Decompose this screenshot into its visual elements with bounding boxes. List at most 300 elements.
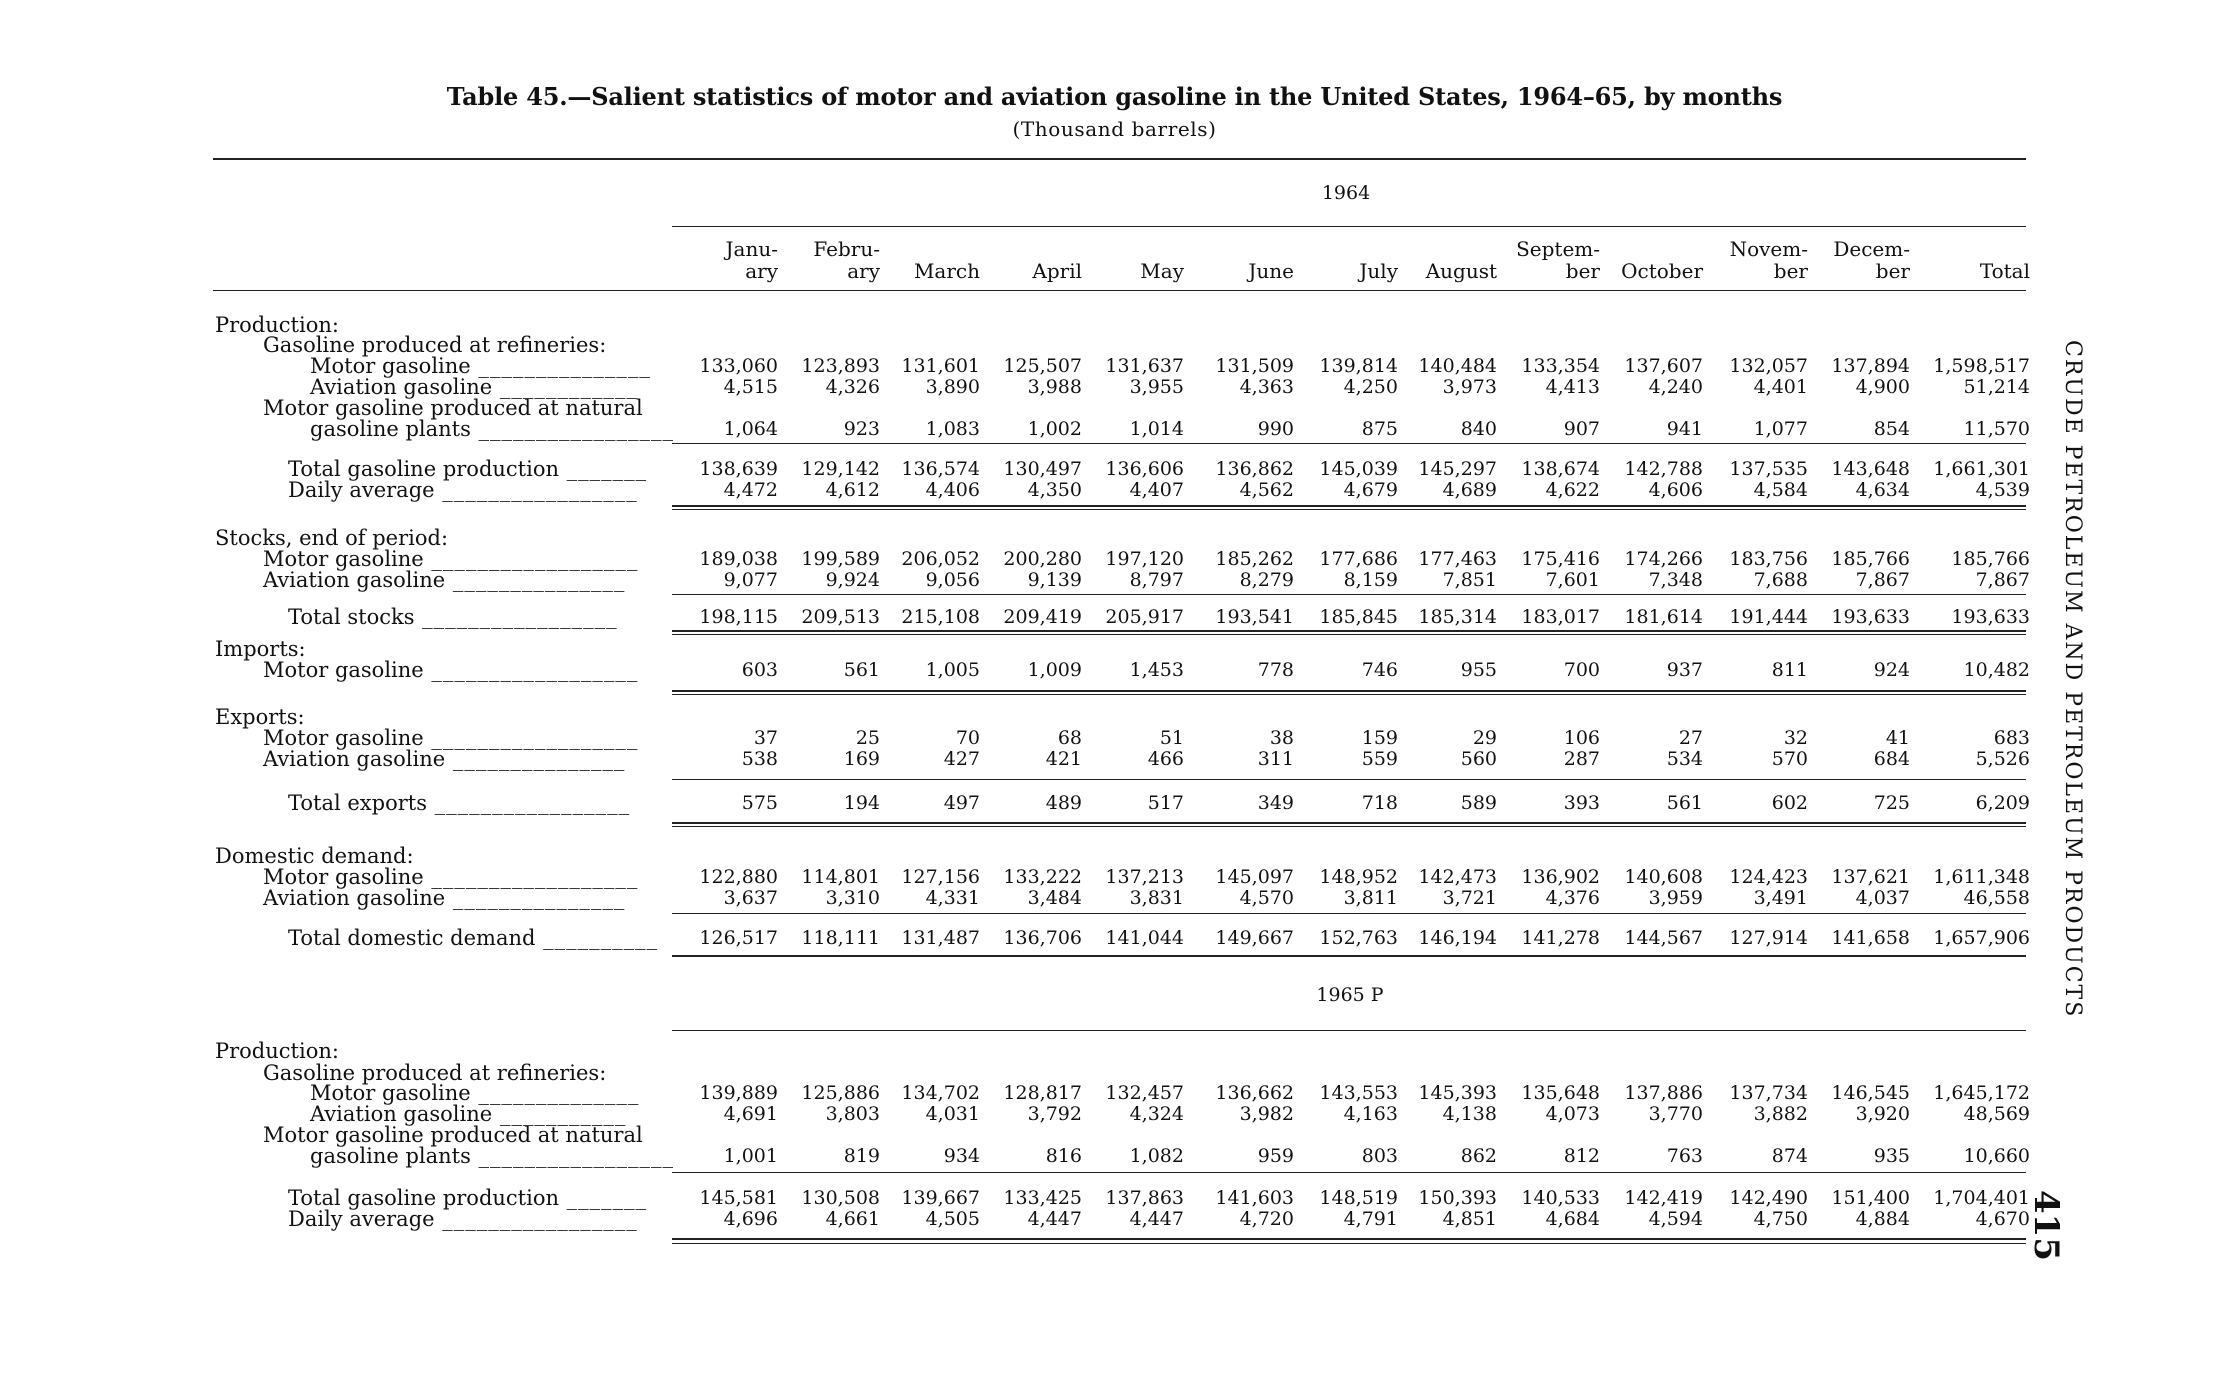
column-header: July: [1359, 259, 1398, 283]
table-cell: 4,240: [1648, 376, 1703, 398]
table-cell: 4,037: [1855, 887, 1910, 909]
column-header: Decem- ber: [1833, 237, 1910, 283]
table-cell: 68: [1057, 727, 1082, 749]
table-cell: 136,574: [901, 458, 980, 480]
table-cell: 70: [955, 727, 980, 749]
table-cell: 1,453: [1129, 659, 1184, 681]
table-cell: 8,797: [1129, 569, 1184, 591]
table-cell: 174,266: [1624, 548, 1703, 570]
table-cell: 1,064: [723, 418, 778, 440]
table-cell: 1,661,301: [1933, 458, 2030, 480]
year-1965-rule: [672, 1030, 2026, 1031]
table-cell: 137,734: [1729, 1082, 1808, 1104]
table-cell: 114,801: [801, 866, 880, 888]
table-cell: 575: [741, 792, 778, 814]
table-cell: 955: [1460, 659, 1497, 681]
page-number: 415: [2026, 1190, 2066, 1261]
table-cell: 959: [1257, 1145, 1294, 1167]
table-title: Table 45.—Salient statistics of motor and aviation gasoline in the United States, 1964–65, by months: [446, 82, 1783, 111]
table-cell: 144,567: [1624, 927, 1703, 949]
table-cell: 32: [1783, 727, 1808, 749]
table-cell: 4,900: [1855, 376, 1910, 398]
table-cell: 875: [1361, 418, 1398, 440]
table-cell: 4,791: [1343, 1208, 1398, 1230]
table-cell: 538: [741, 748, 778, 770]
table-cell: 142,419: [1624, 1187, 1703, 1209]
table-cell: 4,562: [1239, 479, 1294, 501]
table-cell: 10,660: [1963, 1145, 2030, 1167]
subtotal-rule: [672, 779, 2026, 780]
table-cell: 9,924: [825, 569, 880, 591]
section-rule: [672, 505, 2026, 507]
table-cell: 427: [943, 748, 980, 770]
table-cell: 191,444: [1729, 606, 1808, 628]
table-cell: 9,056: [925, 569, 980, 591]
table-cell: 4,670: [1975, 1208, 2030, 1230]
table-cell: 3,973: [1442, 376, 1497, 398]
table-cell: 4,401: [1753, 376, 1808, 398]
table-cell: 746: [1361, 659, 1398, 681]
table-cell: 559: [1361, 748, 1398, 770]
column-header: Total: [1979, 259, 2030, 283]
table-cell: 9,077: [723, 569, 778, 591]
table-cell: 140,484: [1418, 355, 1497, 377]
table-cell: 4,138: [1442, 1103, 1497, 1125]
table-cell: 48,569: [1963, 1103, 2030, 1125]
table-cell: 131,509: [1215, 355, 1294, 377]
table-cell: 7,851: [1442, 569, 1497, 591]
table-cell: 206,052: [901, 548, 980, 570]
table-cell: 1,002: [1027, 418, 1082, 440]
table-cell: 159: [1361, 727, 1398, 749]
table-cell: 130,497: [1003, 458, 1082, 480]
table-cell: 4,331: [925, 887, 980, 909]
table-cell: 725: [1873, 792, 1910, 814]
table-cell: 778: [1257, 659, 1294, 681]
table-cell: 4,696: [723, 1208, 778, 1230]
table-cell: 561: [1666, 792, 1703, 814]
column-header: June: [1248, 259, 1294, 283]
table-cell: 874: [1771, 1145, 1808, 1167]
table-cell: 6,209: [1975, 792, 2030, 814]
table-cell: 140,533: [1521, 1187, 1600, 1209]
section-rule: [672, 634, 2026, 635]
table-cell: 151,400: [1831, 1187, 1910, 1209]
table-cell: 175,416: [1521, 548, 1600, 570]
table-cell: 349: [1257, 792, 1294, 814]
row-label: Total gasoline production _______: [288, 457, 648, 481]
table-cell: 185,845: [1319, 606, 1398, 628]
table-cell: 185,262: [1215, 548, 1294, 570]
subtotal-rule: [672, 913, 2026, 914]
table-cell: 4,472: [723, 479, 778, 501]
table-cell: 193,541: [1215, 606, 1294, 628]
table-cell: 132,457: [1105, 1082, 1184, 1104]
table-cell: 10,482: [1963, 659, 2030, 681]
table-cell: 700: [1563, 659, 1600, 681]
table-cell: 137,607: [1624, 355, 1703, 377]
table-cell: 146,194: [1418, 927, 1497, 949]
table-cell: 560: [1460, 748, 1497, 770]
table-cell: 7,867: [1975, 569, 2030, 591]
table-cell: 7,348: [1648, 569, 1703, 591]
table-cell: 934: [943, 1145, 980, 1167]
table-cell: 137,535: [1729, 458, 1808, 480]
section-rule: [672, 955, 2026, 957]
table-cell: 907: [1563, 418, 1600, 440]
row-label: Motor gasoline __________________: [263, 547, 639, 571]
table-cell: 215,108: [901, 606, 980, 628]
row-label: Motor gasoline produced at natural: [263, 1123, 643, 1147]
table-cell: 1,082: [1129, 1145, 1184, 1167]
table-cell: 7,867: [1855, 569, 1910, 591]
table-cell: 200,280: [1003, 548, 1082, 570]
table-cell: 123,893: [801, 355, 880, 377]
table-cell: 497: [943, 792, 980, 814]
table-cell: 137,213: [1105, 866, 1184, 888]
table-cell: 816: [1045, 1145, 1082, 1167]
table-cell: 3,959: [1648, 887, 1703, 909]
column-header: March: [913, 259, 980, 283]
table-cell: 137,886: [1624, 1082, 1703, 1104]
row-label: Production:: [215, 1039, 339, 1063]
row-label: Motor gasoline produced at natural: [263, 396, 643, 420]
table-cell: 205,917: [1105, 606, 1184, 628]
table-cell: 209,419: [1003, 606, 1082, 628]
table-cell: 141,603: [1215, 1187, 1294, 1209]
table-cell: 3,955: [1129, 376, 1184, 398]
table-cell: 131,601: [901, 355, 980, 377]
table-cell: 126,517: [699, 927, 778, 949]
table-cell: 177,686: [1319, 548, 1398, 570]
table-cell: 4,447: [1129, 1208, 1184, 1230]
table-cell: 185,314: [1418, 606, 1497, 628]
row-label: Total gasoline production _______: [288, 1186, 648, 1210]
table-cell: 136,606: [1105, 458, 1184, 480]
column-header: Septem- ber: [1516, 237, 1600, 283]
table-cell: 142,473: [1418, 866, 1497, 888]
table-cell: 4,515: [723, 376, 778, 398]
bottom-rule: [672, 1243, 2026, 1244]
table-cell: 142,788: [1624, 458, 1703, 480]
table-cell: 122,880: [699, 866, 778, 888]
table-cell: 1,645,172: [1933, 1082, 2030, 1104]
table-cell: 177,463: [1418, 548, 1497, 570]
table-cell: 570: [1771, 748, 1808, 770]
table-cell: 840: [1460, 418, 1497, 440]
table-cell: 941: [1666, 418, 1703, 440]
table-cell: 51: [1159, 727, 1184, 749]
table-cell: 1,009: [1027, 659, 1082, 681]
table-cell: 4,447: [1027, 1208, 1082, 1230]
section-rule: [672, 694, 2026, 695]
table-cell: 489: [1045, 792, 1082, 814]
table-cell: 130,508: [801, 1187, 880, 1209]
table-cell: 138,639: [699, 458, 778, 480]
table-cell: 4,612: [825, 479, 880, 501]
table-cell: 4,250: [1343, 376, 1398, 398]
table-cell: 4,851: [1442, 1208, 1497, 1230]
table-cell: 1,077: [1753, 418, 1808, 440]
table-cell: 141,044: [1105, 927, 1184, 949]
table-cell: 603: [741, 659, 778, 681]
table-cell: 4,661: [825, 1208, 880, 1230]
table-cell: 4,407: [1129, 479, 1184, 501]
table-cell: 3,988: [1027, 376, 1082, 398]
table-cell: 990: [1257, 418, 1294, 440]
table-cell: 193,633: [1951, 606, 2030, 628]
section-rule: [672, 630, 2026, 632]
column-header: Janu- ary: [725, 237, 778, 283]
table-cell: 3,982: [1239, 1103, 1294, 1125]
table-cell: 46,558: [1963, 887, 2030, 909]
table-cell: 4,606: [1648, 479, 1703, 501]
table-cell: 4,376: [1545, 887, 1600, 909]
subtotal-rule: [672, 594, 2026, 595]
table-cell: 139,889: [699, 1082, 778, 1104]
table-cell: 1,611,348: [1933, 866, 2030, 888]
row-label: Motor gasoline __________________: [263, 865, 639, 889]
table-cell: 133,222: [1003, 866, 1082, 888]
row-label: Stocks, end of period:: [215, 526, 449, 550]
table-cell: 589: [1460, 792, 1497, 814]
table-cell: 4,406: [925, 479, 980, 501]
column-header: Febru- ary: [813, 237, 880, 283]
table-cell: 136,706: [1003, 927, 1082, 949]
table-cell: 145,039: [1319, 458, 1398, 480]
table-cell: 132,057: [1729, 355, 1808, 377]
table-cell: 935: [1873, 1145, 1910, 1167]
section-rule: [672, 826, 2026, 827]
table-cell: 137,863: [1105, 1187, 1184, 1209]
column-header: May: [1140, 259, 1184, 283]
table-cell: 51,214: [1963, 376, 2030, 398]
table-cell: 4,324: [1129, 1103, 1184, 1125]
table-cell: 146,545: [1831, 1082, 1910, 1104]
row-label: Aviation gasoline ___________: [310, 1102, 627, 1126]
table-cell: 937: [1666, 659, 1703, 681]
table-cell: 4,584: [1753, 479, 1808, 501]
table-cell: 134,702: [901, 1082, 980, 1104]
table-cell: 4,073: [1545, 1103, 1600, 1125]
table-cell: 819: [843, 1145, 880, 1167]
table-cell: 139,814: [1319, 355, 1398, 377]
table-cell: 181,614: [1624, 606, 1703, 628]
table-cell: 287: [1563, 748, 1600, 770]
table-cell: 118,111: [801, 927, 880, 949]
table-cell: 11,570: [1963, 418, 2030, 440]
subtotal-rule: [672, 443, 2026, 444]
table-cell: 7,688: [1753, 569, 1808, 591]
table-cell: 803: [1361, 1145, 1398, 1167]
row-label: Total exports _________________: [288, 791, 631, 815]
table-cell: 923: [843, 418, 880, 440]
table-cell: 3,491: [1753, 887, 1808, 909]
year-1965-heading: 1965 P: [1316, 984, 1384, 1006]
row-label: Motor gasoline _______________: [310, 354, 651, 378]
row-label: Aviation gasoline _______________: [263, 886, 626, 910]
table-cell: 684: [1873, 748, 1910, 770]
table-subtitle: (Thousand barrels): [1012, 117, 1217, 141]
table-cell: 1,598,517: [1933, 355, 2030, 377]
row-label: Aviation gasoline ____________: [310, 375, 638, 399]
row-label: Gasoline produced at refineries:: [263, 333, 607, 357]
table-cell: 25: [855, 727, 880, 749]
row-label: Aviation gasoline _______________: [263, 747, 626, 771]
table-cell: 124,423: [1729, 866, 1808, 888]
table-cell: 4,350: [1027, 479, 1082, 501]
table-cell: 183,017: [1521, 606, 1600, 628]
table-cell: 183,756: [1729, 548, 1808, 570]
section-rule: [672, 509, 2026, 510]
table-cell: 4,505: [925, 1208, 980, 1230]
table-cell: 37: [753, 727, 778, 749]
table-cell: 3,484: [1027, 887, 1082, 909]
table-cell: 1,005: [925, 659, 980, 681]
bottom-rule: [672, 1238, 2026, 1240]
table-cell: 7,601: [1545, 569, 1600, 591]
table-cell: 133,354: [1521, 355, 1600, 377]
row-label: Domestic demand:: [215, 844, 414, 868]
table-cell: 136,862: [1215, 458, 1294, 480]
table-cell: 145,393: [1418, 1082, 1497, 1104]
table-cell: 763: [1666, 1145, 1703, 1167]
section-rule: [672, 690, 2026, 692]
table-cell: 4,363: [1239, 376, 1294, 398]
table-cell: 38: [1269, 727, 1294, 749]
table-cell: 1,657,906: [1933, 927, 2030, 949]
header-bottom-rule: [213, 290, 2026, 291]
table-cell: 197,120: [1105, 548, 1184, 570]
table-cell: 4,413: [1545, 376, 1600, 398]
table-cell: 199,589: [801, 548, 880, 570]
table-cell: 135,648: [1521, 1082, 1600, 1104]
table-cell: 4,691: [723, 1103, 778, 1125]
table-cell: 3,811: [1343, 887, 1398, 909]
row-label: gasoline plants _________________: [310, 1144, 675, 1168]
table-cell: 185,766: [1831, 548, 1910, 570]
table-cell: 811: [1771, 659, 1808, 681]
table-cell: 561: [843, 659, 880, 681]
row-label: Exports:: [215, 705, 305, 729]
table-cell: 138,674: [1521, 458, 1600, 480]
table-cell: 136,662: [1215, 1082, 1294, 1104]
table-cell: 129,142: [801, 458, 880, 480]
table-cell: 133,425: [1003, 1187, 1082, 1209]
table-cell: 534: [1666, 748, 1703, 770]
table-cell: 718: [1361, 792, 1398, 814]
table-cell: 3,770: [1648, 1103, 1703, 1125]
table-cell: 137,894: [1831, 355, 1910, 377]
table-cell: 812: [1563, 1145, 1600, 1167]
table-cell: 393: [1563, 792, 1600, 814]
table-cell: 421: [1045, 748, 1082, 770]
table-cell: 924: [1873, 659, 1910, 681]
table-cell: 4,679: [1343, 479, 1398, 501]
table-cell: 4,163: [1343, 1103, 1398, 1125]
row-label: Motor gasoline __________________: [263, 726, 639, 750]
table-cell: 142,490: [1729, 1187, 1808, 1209]
table-cell: 3,637: [723, 887, 778, 909]
table-cell: 466: [1147, 748, 1184, 770]
table-cell: 127,156: [901, 866, 980, 888]
section-rule: [672, 822, 2026, 824]
table-cell: 148,519: [1319, 1187, 1398, 1209]
table-cell: 128,817: [1003, 1082, 1082, 1104]
table-cell: 152,763: [1319, 927, 1398, 949]
table-cell: 169: [843, 748, 880, 770]
table-cell: 3,920: [1855, 1103, 1910, 1125]
table-cell: 143,553: [1319, 1082, 1398, 1104]
table-cell: 125,507: [1003, 355, 1082, 377]
table-cell: 8,159: [1343, 569, 1398, 591]
table-cell: 3,310: [825, 887, 880, 909]
row-label: Daily average _________________: [288, 1207, 638, 1231]
table-cell: 133,060: [699, 355, 778, 377]
table-cell: 3,890: [925, 376, 980, 398]
table-cell: 4,684: [1545, 1208, 1600, 1230]
table-cell: 602: [1771, 792, 1808, 814]
table-cell: 27: [1678, 727, 1703, 749]
table-cell: 4,539: [1975, 479, 2030, 501]
table-cell: 145,097: [1215, 866, 1294, 888]
year-1964-heading: 1964: [1321, 182, 1371, 204]
row-label: Total domestic demand __________: [288, 926, 659, 950]
table-cell: 854: [1873, 418, 1910, 440]
table-cell: 148,952: [1319, 866, 1398, 888]
table-cell: 209,513: [801, 606, 880, 628]
table-cell: 1,083: [925, 418, 980, 440]
table-cell: 136,902: [1521, 866, 1600, 888]
table-cell: 8,279: [1239, 569, 1294, 591]
table-cell: 4,594: [1648, 1208, 1703, 1230]
row-label: Gasoline produced at refineries:: [263, 1061, 607, 1085]
table-cell: 131,487: [901, 927, 980, 949]
table-cell: 198,115: [699, 606, 778, 628]
row-label: Imports:: [215, 637, 306, 661]
table-cell: 4,570: [1239, 887, 1294, 909]
table-cell: 1,704,401: [1933, 1187, 2030, 1209]
table-cell: 1,014: [1129, 418, 1184, 440]
table-cell: 4,622: [1545, 479, 1600, 501]
row-label: Total stocks _________________: [288, 605, 618, 629]
table-cell: 517: [1147, 792, 1184, 814]
table-cell: 131,637: [1105, 355, 1184, 377]
table-cell: 125,886: [801, 1082, 880, 1104]
table-cell: 3,721: [1442, 887, 1497, 909]
table-cell: 143,648: [1831, 458, 1910, 480]
column-header: October: [1621, 259, 1703, 283]
table-cell: 137,621: [1831, 866, 1910, 888]
table-cell: 141,278: [1521, 927, 1600, 949]
side-running-title: CRUDE PETROLEUM AND PETROLEUM PRODUCTS: [2060, 340, 2085, 1019]
table-cell: 3,803: [825, 1103, 880, 1125]
table-cell: 3,882: [1753, 1103, 1808, 1125]
table-cell: 106: [1563, 727, 1600, 749]
table-cell: 3,831: [1129, 887, 1184, 909]
table-cell: 4,634: [1855, 479, 1910, 501]
table-cell: 683: [1993, 727, 2030, 749]
table-cell: 149,667: [1215, 927, 1294, 949]
table-cell: 5,526: [1975, 748, 2030, 770]
subtotal-rule: [672, 1172, 2026, 1173]
table-cell: 140,608: [1624, 866, 1703, 888]
table-cell: 4,031: [925, 1103, 980, 1125]
row-label: Production:: [215, 313, 339, 337]
table-cell: 4,884: [1855, 1208, 1910, 1230]
table-cell: 862: [1460, 1145, 1497, 1167]
table-cell: 311: [1257, 748, 1294, 770]
